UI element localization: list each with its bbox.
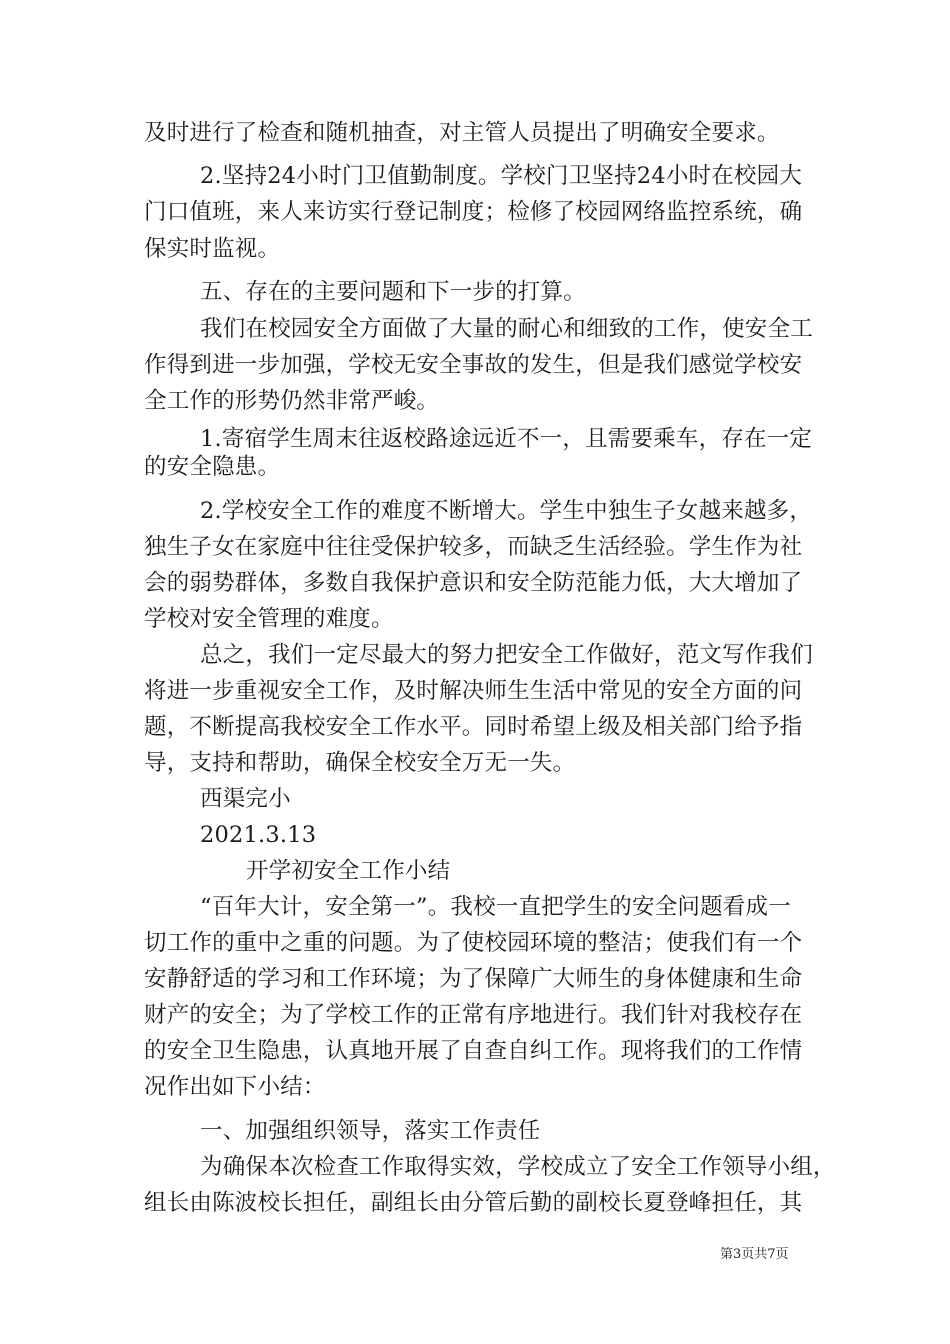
document-title: 开学初安全工作小结 (246, 858, 451, 884)
text-line: 为确保本次检查工作取得实效，学校成立了安全工作领导小组， (200, 1154, 836, 1180)
text-line: 财产的安全；为了学校工作的正常有序地进行。我们针对我校存在 (144, 1002, 803, 1028)
text-line: 题，不断提高我校安全工作水平。同时希望上级及相关部门给予指 (144, 714, 803, 740)
text-line: 2.学校安全工作的难度不断增大。学生中独生子女越来越多， (200, 498, 813, 524)
text-line: 及时进行了检查和随机抽查，对主管人员提出了明确安全要求。 (144, 120, 780, 146)
text-line: “百年大计，安全第一”。我校一直把学生的安全问题看成一 (200, 894, 791, 920)
signature-school: 西渠完小 (200, 786, 291, 812)
text-line: 保实时监视。 (144, 236, 281, 262)
text-line: 的安全卫生隐患，认真地开展了自查自纠工作。现将我们的工作情 (144, 1038, 803, 1064)
signature-date: 2021.3.13 (200, 822, 317, 848)
text-line: 的安全隐患。 (144, 454, 281, 480)
text-line: 组长由陈波校长担任，副组长由分管后勤的副校长夏登峰担任，其 (144, 1190, 803, 1216)
text-line: 1.寄宿学生周末往返校路途远近不一，且需要乘车，存在一定 (200, 426, 813, 452)
text-line: 全工作的形势仍然非常严峻。 (144, 388, 440, 414)
text-line: 2.坚持24小时门卫值勤制度。学校门卫坚持24小时在校园大 (200, 163, 803, 189)
text-line: 作得到进一步加强，学校无安全事故的发生，但是我们感觉学校安 (144, 352, 803, 378)
text-line: 将进一步重视安全工作，及时解决师生生活中常见的安全方面的问 (144, 678, 803, 704)
text-line: 切工作的重中之重的问题。为了使校园环境的整洁；使我们有一个 (144, 930, 803, 956)
text-line: 独生子女在家庭中往往受保护较多，而缺乏生活经验。学生作为社 (144, 534, 803, 560)
text-line: 学校对安全管理的难度。 (144, 606, 394, 632)
text-line: 况作出如下小结： (144, 1074, 326, 1100)
text-line: 我们在校园安全方面做了大量的耐心和细致的工作，使安全工 (200, 316, 813, 342)
text-line: 安静舒适的学习和工作环境；为了保障广大师生的身体健康和生命 (144, 966, 803, 992)
text-line: 总之，我们一定尽最大的努力把安全工作做好，范文写作我们 (200, 642, 813, 668)
text-line: 导，支持和帮助，确保全校安全万无一失。 (144, 750, 576, 776)
text-line: 会的弱势群体，多数自我保护意识和安全防范能力低，大大增加了 (144, 570, 803, 596)
section-heading: 五、存在的主要问题和下一步的打算。 (200, 279, 586, 305)
page-number: 第3页共7页 (720, 1247, 789, 1262)
section-heading: 一、加强组织领导，落实工作责任 (200, 1118, 541, 1144)
text-line: 门口值班，来人来访实行登记制度；检修了校园网络监控系统，确 (144, 199, 803, 225)
